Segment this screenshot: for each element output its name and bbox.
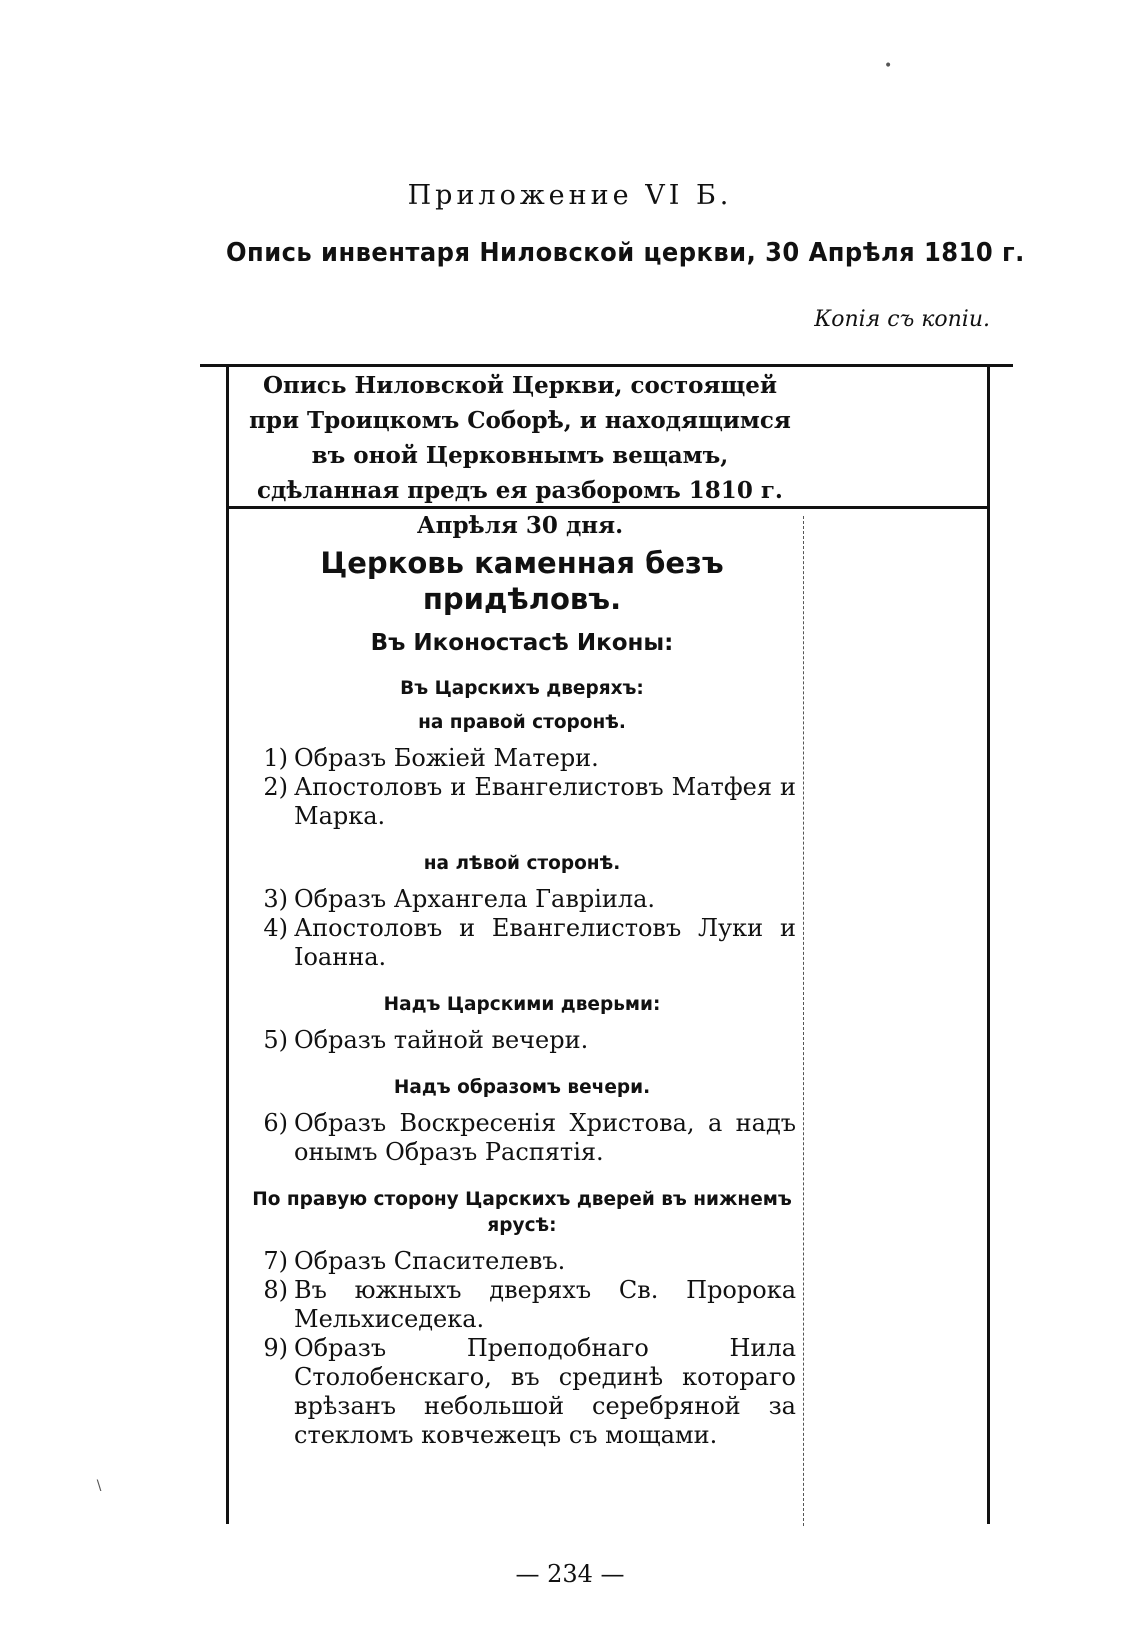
item-number: 3) bbox=[263, 885, 288, 913]
item-number: 6) bbox=[263, 1109, 288, 1137]
appendix-label: Приложение VI Б. bbox=[407, 180, 733, 211]
document-title: Опись инвентаря Ниловской церкви, 30 Апрѣля 1810 г. bbox=[226, 238, 1025, 268]
item-text: Образъ Божіей Матери. bbox=[294, 744, 599, 772]
copy-note: Копія съ копіи. bbox=[814, 307, 990, 332]
column-divider bbox=[803, 516, 804, 1526]
section-left-side: на лѣвой сторонѣ. bbox=[423, 853, 621, 874]
item-text: Въ южныхъ дверяхъ Св. Пророка Мельхиседека. bbox=[294, 1276, 796, 1333]
item-text: Апостоловъ и Евангелистовъ Луки и Іоанна. bbox=[294, 914, 796, 971]
inventory-column bbox=[248, 545, 796, 1450]
section-royal-doors: Въ Царскихъ дверяхъ: bbox=[400, 678, 644, 699]
scan-speck: ∖ bbox=[94, 1478, 103, 1494]
list-item bbox=[248, 1247, 796, 1276]
scan-speck: • bbox=[884, 58, 893, 74]
item-number: 8) bbox=[263, 1276, 288, 1304]
section-above-royal-doors: Надъ Царскими дверьми: bbox=[383, 994, 661, 1015]
item-number: 2) bbox=[263, 773, 288, 801]
iconostasis-heading: Въ Иконостасѣ Иконы: bbox=[370, 630, 674, 656]
church-heading: Церковь каменная безъ придѣловъ. bbox=[320, 546, 724, 616]
section-right-side: на правой сторонѣ. bbox=[418, 712, 626, 733]
section-above-supper-icon: Надъ образомъ вечери. bbox=[393, 1077, 651, 1098]
table-left-border bbox=[226, 364, 229, 1524]
table-header-cell bbox=[240, 368, 800, 543]
item-text: Образъ Преподобнаго Нила Столобенскаго, въ срединѣ котораго врѣзанъ небольшой серебряной за стекломъ ковчежецъ съ мощами. bbox=[294, 1334, 796, 1449]
item-text: Образъ Воскресенія Христова, а надъ онымъ Образъ Распятія. bbox=[294, 1109, 796, 1166]
table-top-rule bbox=[200, 364, 1013, 367]
item-text: Апостоловъ и Евангелистовъ Матфея и Марка. bbox=[294, 773, 796, 830]
list-item bbox=[248, 1026, 796, 1055]
list-item bbox=[248, 773, 796, 831]
table-right-border bbox=[987, 364, 990, 1524]
list-item bbox=[248, 1109, 796, 1167]
list-item bbox=[248, 1334, 796, 1450]
header-text: Опись Ниловской Церкви, состоящей при Троицкомъ Соборѣ, и находящимся въ оной Церковнымъ вещамъ, сдѣланная предъ ея разборомъ 1810 г. Апрѣля 30 дня. bbox=[249, 372, 791, 539]
item-number: 9) bbox=[263, 1334, 288, 1362]
item-text: Образъ Спасителевъ. bbox=[294, 1247, 566, 1275]
item-text: Образъ Архангела Гавріила. bbox=[294, 885, 656, 913]
item-number: 7) bbox=[263, 1247, 288, 1275]
list-item bbox=[248, 914, 796, 972]
item-number: 4) bbox=[263, 914, 288, 942]
item-text: Образъ тайной вечери. bbox=[294, 1026, 589, 1054]
item-number: 1) bbox=[263, 744, 288, 772]
item-number: 5) bbox=[263, 1026, 288, 1054]
section-right-lower-tier: По правую сторону Царскихъ дверей въ нижнемъ ярусѣ: bbox=[252, 1189, 792, 1236]
list-item bbox=[248, 744, 796, 773]
list-item bbox=[248, 1276, 796, 1334]
list-item bbox=[248, 885, 796, 914]
page-number: — 234 — bbox=[515, 1560, 625, 1588]
